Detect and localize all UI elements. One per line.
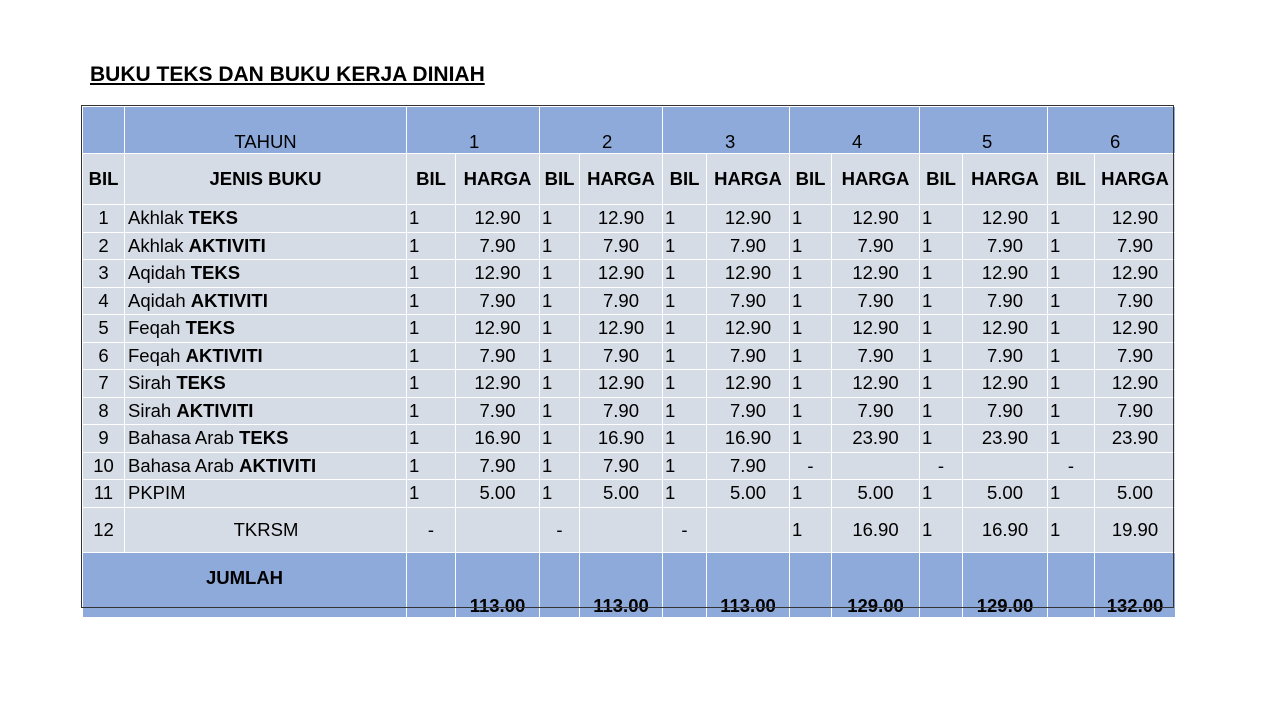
qty-cell: 1	[540, 342, 580, 370]
qty-cell: 1	[663, 425, 707, 453]
price-cell: 16.90	[963, 507, 1048, 552]
qty-cell: 1	[407, 480, 456, 508]
qty-cell: 1	[1048, 260, 1095, 288]
price-cell: 7.90	[1095, 342, 1176, 370]
table-row	[83, 370, 1176, 398]
price-cell	[456, 507, 540, 552]
price-cell: 7.90	[456, 287, 540, 315]
qty-cell: -	[790, 452, 832, 480]
book-name	[125, 397, 407, 425]
qty-cell: 1	[1048, 232, 1095, 260]
price-cell: 12.90	[456, 370, 540, 398]
price-cell: 7.90	[707, 287, 790, 315]
qty-cell: 1	[790, 425, 832, 453]
qty-cell: 1	[540, 232, 580, 260]
price-cell: 12.90	[1095, 205, 1176, 233]
year-label: 1	[407, 107, 540, 154]
price-cell: 5.00	[1095, 480, 1176, 508]
price-cell: 7.90	[832, 342, 920, 370]
price-cell: 7.90	[963, 232, 1048, 260]
price-cell: 16.90	[832, 507, 920, 552]
qty-cell: -	[1048, 452, 1095, 480]
price-header: HARGA	[707, 154, 790, 205]
page-title: BUKU TEKS DAN BUKU KERJA DINIAH	[90, 63, 485, 86]
book-name	[125, 232, 407, 260]
price-cell: 7.90	[580, 287, 663, 315]
price-cell: 7.90	[832, 232, 920, 260]
price-cell: 16.90	[580, 425, 663, 453]
qty-cell: 1	[790, 315, 832, 343]
table-row	[83, 205, 1176, 233]
book-subject: TKRSM	[233, 518, 299, 540]
total-qty-cell	[407, 552, 456, 617]
year-corner-cell	[83, 107, 125, 154]
qty-cell: 1	[663, 370, 707, 398]
qty-cell: 1	[663, 260, 707, 288]
year-label: 2	[540, 107, 663, 154]
total-row	[83, 552, 1176, 617]
qty-cell: 1	[920, 232, 963, 260]
price-cell: 23.90	[832, 425, 920, 453]
row-number: 3	[83, 260, 125, 288]
price-cell	[963, 452, 1048, 480]
qty-cell: -	[540, 507, 580, 552]
qty-cell: 1	[540, 205, 580, 233]
table-row	[83, 315, 1176, 343]
qty-cell: 1	[407, 287, 456, 315]
price-header: HARGA	[963, 154, 1048, 205]
price-cell: 7.90	[707, 397, 790, 425]
qty-cell: 1	[407, 342, 456, 370]
price-cell: 12.90	[456, 205, 540, 233]
qty-cell: -	[407, 507, 456, 552]
year-header-row	[83, 107, 1176, 154]
price-cell: 5.00	[963, 480, 1048, 508]
book-subject: Aqidah	[128, 262, 186, 284]
book-type: TEKS	[188, 207, 239, 229]
total-qty-cell	[663, 552, 707, 617]
price-cell: 12.90	[707, 315, 790, 343]
price-cell: 7.90	[456, 452, 540, 480]
book-type: TEKS	[185, 317, 235, 339]
price-cell: 7.90	[456, 342, 540, 370]
price-cell: 7.90	[580, 342, 663, 370]
qty-cell: 1	[1048, 342, 1095, 370]
book-name	[125, 342, 407, 370]
jenis-buku-header: JENIS BUKU	[125, 154, 407, 205]
book-subject: Sirah	[128, 399, 172, 421]
price-cell: 12.90	[963, 205, 1048, 233]
total-value: 132.00	[1095, 552, 1176, 617]
book-type: AKTIVITI	[185, 344, 263, 366]
book-type: TEKS	[176, 372, 226, 394]
total-value: 113.00	[456, 552, 540, 617]
book-name	[125, 370, 407, 398]
table-row	[83, 452, 1176, 480]
book-name	[125, 260, 407, 288]
qty-cell: 1	[920, 397, 963, 425]
qty-cell: 1	[540, 425, 580, 453]
total-value: 113.00	[707, 552, 790, 617]
price-cell: 5.00	[832, 480, 920, 508]
qty-header: BIL	[920, 154, 963, 205]
qty-cell: 1	[790, 397, 832, 425]
row-number: 6	[83, 342, 125, 370]
row-number: 9	[83, 425, 125, 453]
price-cell: 12.90	[963, 315, 1048, 343]
book-subject: Feqah	[128, 344, 181, 366]
qty-cell: 1	[790, 260, 832, 288]
qty-cell: 1	[920, 287, 963, 315]
price-header: HARGA	[456, 154, 540, 205]
row-number: 10	[83, 452, 125, 480]
qty-cell: 1	[540, 480, 580, 508]
qty-header: BIL	[663, 154, 707, 205]
qty-cell: 1	[920, 480, 963, 508]
qty-cell: 1	[920, 260, 963, 288]
total-qty-cell	[540, 552, 580, 617]
qty-cell: 1	[407, 260, 456, 288]
price-cell: 7.90	[963, 287, 1048, 315]
qty-cell: 1	[1048, 370, 1095, 398]
qty-cell: 1	[407, 232, 456, 260]
book-type: AKTIVITI	[190, 289, 268, 311]
price-cell: 5.00	[707, 480, 790, 508]
year-label: 6	[1048, 107, 1176, 154]
book-name	[125, 480, 407, 508]
book-name	[125, 452, 407, 480]
qty-header: BIL	[540, 154, 580, 205]
qty-cell: 1	[790, 287, 832, 315]
price-cell: 12.90	[456, 315, 540, 343]
book-subject: Feqah	[128, 317, 181, 339]
total-value: 129.00	[832, 552, 920, 617]
price-cell: 12.90	[580, 205, 663, 233]
price-cell: 12.90	[1095, 260, 1176, 288]
row-number: 7	[83, 370, 125, 398]
qty-cell: 1	[920, 315, 963, 343]
book-name	[125, 507, 407, 552]
qty-cell: 1	[407, 205, 456, 233]
qty-header: BIL	[1048, 154, 1095, 205]
table-row	[83, 260, 1176, 288]
qty-cell: 1	[407, 397, 456, 425]
price-cell: 19.90	[1095, 507, 1176, 552]
qty-cell: 1	[920, 205, 963, 233]
year-label: 3	[663, 107, 790, 154]
column-header-row	[83, 154, 1176, 205]
qty-cell: 1	[663, 480, 707, 508]
year-label: 4	[790, 107, 920, 154]
qty-cell: 1	[790, 342, 832, 370]
qty-cell: 1	[663, 397, 707, 425]
price-cell: 16.90	[707, 425, 790, 453]
price-cell: 7.90	[707, 342, 790, 370]
qty-cell: 1	[1048, 315, 1095, 343]
price-cell: 7.90	[1095, 232, 1176, 260]
price-cell: 12.90	[707, 205, 790, 233]
price-cell	[832, 452, 920, 480]
table-row	[83, 232, 1176, 260]
qty-cell: 1	[790, 480, 832, 508]
qty-cell: 1	[1048, 425, 1095, 453]
row-number: 1	[83, 205, 125, 233]
book-name	[125, 425, 407, 453]
qty-cell: 1	[540, 397, 580, 425]
price-cell: 12.90	[580, 260, 663, 288]
qty-cell: 1	[540, 315, 580, 343]
book-subject: PKPIM	[128, 482, 186, 504]
row-number: 8	[83, 397, 125, 425]
price-header: HARGA	[832, 154, 920, 205]
total-qty-cell	[920, 552, 963, 617]
table-row	[83, 425, 1176, 453]
price-cell: 16.90	[456, 425, 540, 453]
qty-cell: 1	[1048, 397, 1095, 425]
price-cell: 12.90	[832, 205, 920, 233]
book-price-table	[82, 106, 1176, 618]
qty-cell: 1	[790, 507, 832, 552]
qty-cell: 1	[663, 452, 707, 480]
price-cell: 7.90	[456, 232, 540, 260]
price-cell: 7.90	[707, 452, 790, 480]
table-row	[83, 507, 1176, 552]
book-subject: Aqidah	[128, 289, 186, 311]
row-number: 4	[83, 287, 125, 315]
year-label: 5	[920, 107, 1048, 154]
qty-cell: 1	[1048, 287, 1095, 315]
price-cell: 12.90	[832, 370, 920, 398]
table-row	[83, 480, 1176, 508]
qty-cell: -	[920, 452, 963, 480]
row-number: 2	[83, 232, 125, 260]
price-cell: 23.90	[963, 425, 1048, 453]
price-cell: 7.90	[832, 397, 920, 425]
table-row	[83, 397, 1176, 425]
qty-cell: 1	[663, 342, 707, 370]
price-cell	[580, 507, 663, 552]
book-subject: Akhlak	[128, 207, 184, 229]
total-value: 129.00	[963, 552, 1048, 617]
book-type: TEKS	[190, 262, 241, 284]
tahun-label: TAHUN	[125, 107, 407, 154]
qty-cell: -	[663, 507, 707, 552]
book-type: AKTIVITI	[176, 399, 254, 421]
qty-cell: 1	[1048, 205, 1095, 233]
price-cell: 12.90	[1095, 370, 1176, 398]
price-cell: 7.90	[832, 287, 920, 315]
qty-cell: 1	[540, 287, 580, 315]
qty-header: BIL	[407, 154, 456, 205]
price-cell: 7.90	[1095, 287, 1176, 315]
price-cell: 7.90	[963, 397, 1048, 425]
book-name	[125, 315, 407, 343]
price-cell	[707, 507, 790, 552]
book-type: AKTIVITI	[239, 454, 317, 476]
qty-cell: 1	[540, 260, 580, 288]
qty-cell: 1	[920, 425, 963, 453]
qty-cell: 1	[663, 232, 707, 260]
price-cell: 7.90	[963, 342, 1048, 370]
total-qty-cell	[1048, 552, 1095, 617]
book-name	[125, 287, 407, 315]
qty-cell: 1	[920, 507, 963, 552]
price-cell	[1095, 452, 1176, 480]
price-cell: 12.90	[456, 260, 540, 288]
price-cell: 5.00	[456, 480, 540, 508]
price-cell: 12.90	[580, 370, 663, 398]
book-type: AKTIVITI	[188, 234, 266, 256]
price-cell: 12.90	[963, 370, 1048, 398]
qty-cell: 1	[920, 370, 963, 398]
qty-cell: 1	[663, 287, 707, 315]
qty-header: BIL	[790, 154, 832, 205]
price-header: HARGA	[580, 154, 663, 205]
price-cell: 12.90	[580, 315, 663, 343]
price-cell: 7.90	[707, 232, 790, 260]
price-cell: 12.90	[832, 315, 920, 343]
bil-header: BIL	[83, 154, 125, 205]
qty-cell: 1	[1048, 480, 1095, 508]
qty-cell: 1	[790, 232, 832, 260]
total-value: 113.00	[580, 552, 663, 617]
price-cell: 12.90	[832, 260, 920, 288]
price-cell: 12.90	[707, 370, 790, 398]
table-row	[83, 287, 1176, 315]
total-label: JUMLAH	[83, 552, 407, 617]
price-cell: 5.00	[580, 480, 663, 508]
qty-cell: 1	[540, 370, 580, 398]
book-subject: Bahasa Arab	[128, 454, 234, 476]
table-row	[83, 342, 1176, 370]
qty-cell: 1	[663, 315, 707, 343]
price-cell: 12.90	[707, 260, 790, 288]
qty-cell: 1	[920, 342, 963, 370]
qty-cell: 1	[407, 370, 456, 398]
qty-cell: 1	[1048, 507, 1095, 552]
book-subject: Bahasa Arab	[128, 427, 234, 449]
book-subject: Sirah	[128, 372, 172, 394]
book-subject: Akhlak	[128, 234, 184, 256]
price-cell: 7.90	[1095, 397, 1176, 425]
total-qty-cell	[790, 552, 832, 617]
price-cell: 23.90	[1095, 425, 1176, 453]
price-cell: 7.90	[456, 397, 540, 425]
row-number: 12	[83, 507, 125, 552]
qty-cell: 1	[407, 452, 456, 480]
qty-cell: 1	[407, 315, 456, 343]
row-number: 11	[83, 480, 125, 508]
qty-cell: 1	[790, 370, 832, 398]
qty-cell: 1	[663, 205, 707, 233]
price-cell: 12.90	[1095, 315, 1176, 343]
price-cell: 12.90	[963, 260, 1048, 288]
qty-cell: 1	[407, 425, 456, 453]
book-name	[125, 205, 407, 233]
price-header: HARGA	[1095, 154, 1176, 205]
price-cell: 7.90	[580, 397, 663, 425]
price-cell: 7.90	[580, 232, 663, 260]
book-type: TEKS	[239, 427, 289, 449]
qty-cell: 1	[790, 205, 832, 233]
qty-cell: 1	[540, 452, 580, 480]
price-cell: 7.90	[580, 452, 663, 480]
row-number: 5	[83, 315, 125, 343]
